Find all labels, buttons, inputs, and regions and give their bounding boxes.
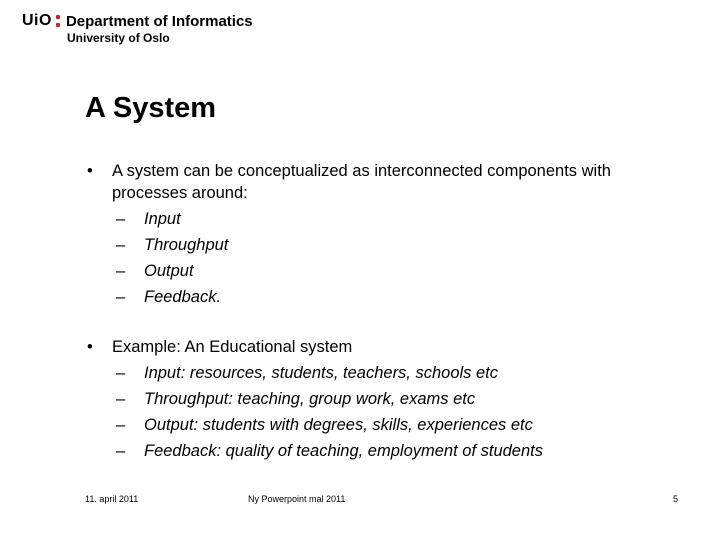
logo-row [22,12,253,30]
uio-logo: UiO [22,12,52,29]
sub-item: – Output: students with degrees, skills, experiences etc [112,412,685,438]
logo-colon-icon [56,15,60,27]
sub-item: – Throughput: teaching, group work, exams etc [112,386,685,412]
dash-icon: – [116,390,126,408]
slide-header [22,12,253,45]
dash-icon: – [116,416,126,434]
page-number: 5 [672,494,678,504]
dash-icon: – [116,442,126,460]
slide-content [85,160,685,464]
bullet-icon: • [87,162,93,180]
slide-title: A System [85,92,217,124]
sub-item: – Throughput [112,232,685,258]
footer-date: 11. april 2011 [85,494,139,504]
dash-icon: – [116,262,126,280]
dash-icon: – [116,288,126,306]
sub-item: – Input [112,206,685,232]
sub-list [112,360,685,464]
spacer [85,310,685,336]
dash-icon: – [116,236,126,254]
sub-list [112,206,685,310]
bullet-text: Example: An Educational system [112,338,353,356]
bullet-item [85,160,685,310]
bullet-item [85,336,685,464]
sub-item: – Feedback. [112,284,685,310]
university-name: University of Oslo [67,31,170,45]
footer-center-text: Ny Powerpoint mal 2011 [248,494,346,504]
dash-icon: – [116,364,126,382]
bullet-icon: • [87,338,93,356]
sub-item: – Output [112,258,685,284]
bullet-text: A system can be conceptualized as interconnected components with processes around: [112,162,611,202]
sub-item: – Feedback: quality of teaching, employment of students [112,438,685,464]
dash-icon: – [116,210,126,228]
sub-item: – Input: resources, students, teachers, schools etc [112,360,685,386]
department-name: Department of Informatics [65,12,253,30]
